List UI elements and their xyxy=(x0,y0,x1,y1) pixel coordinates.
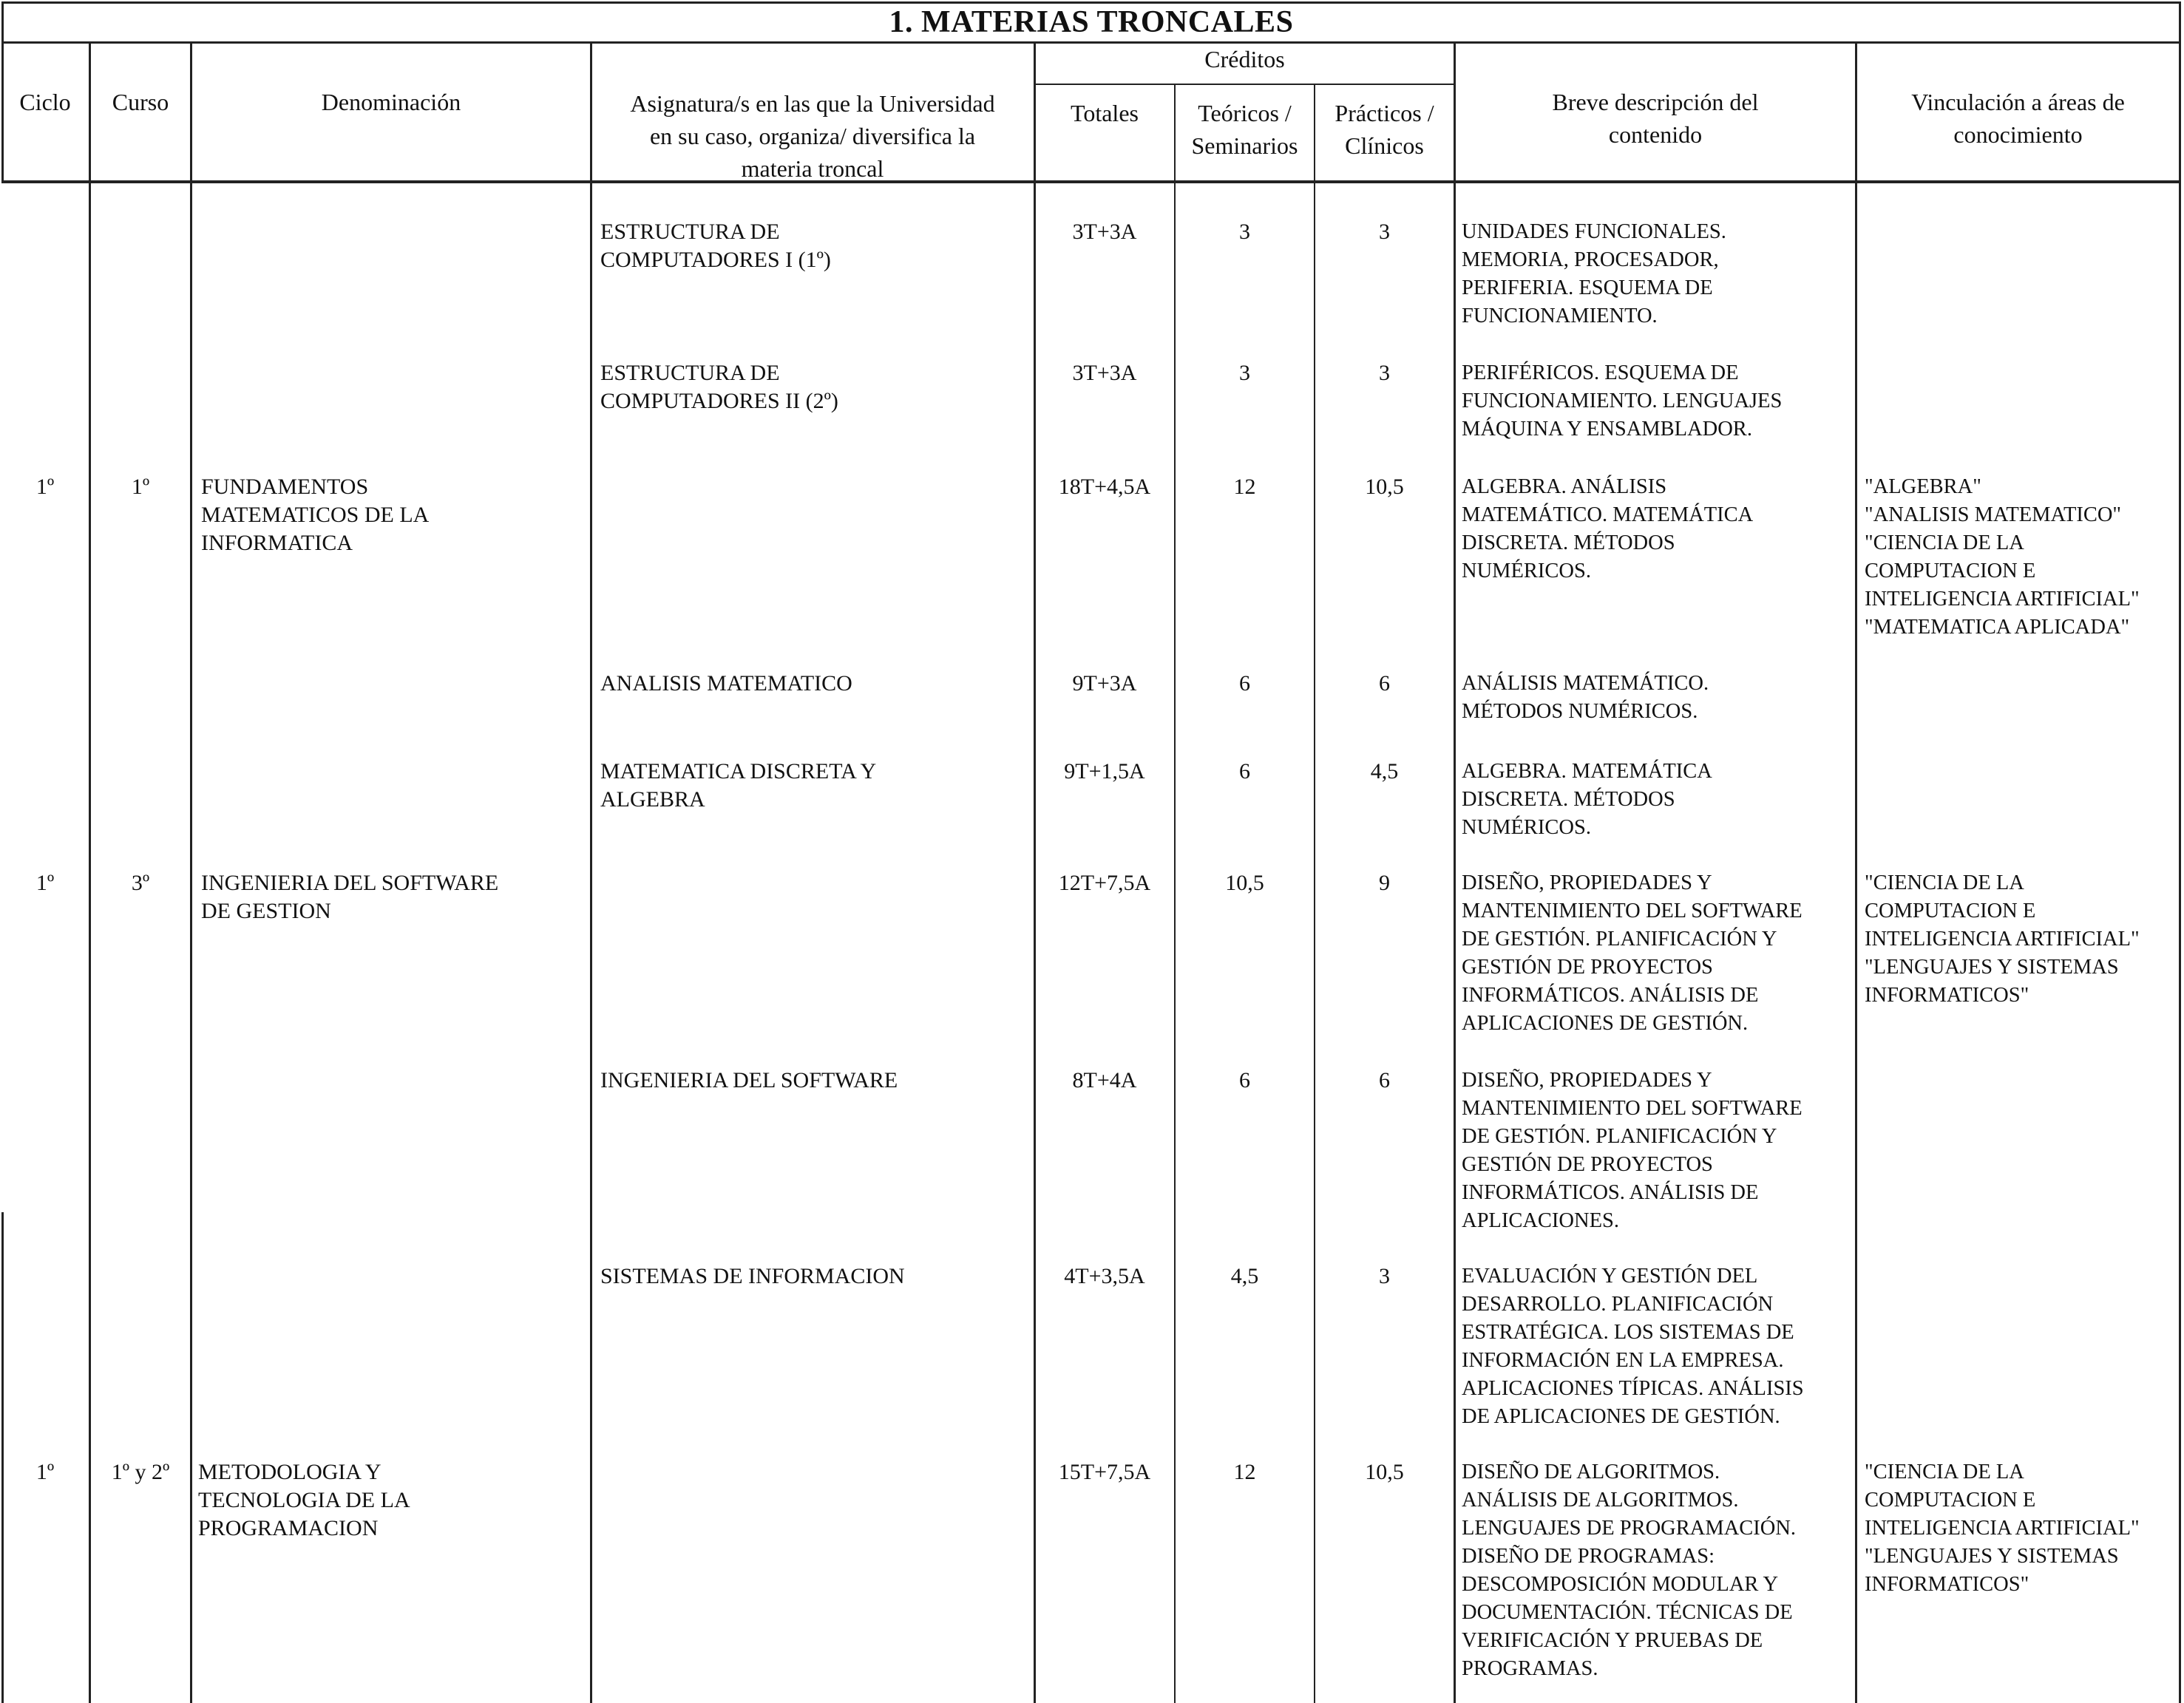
totales-cell: 3T+3A xyxy=(1072,361,1137,385)
teoricos-cell: 4,5 xyxy=(1230,1264,1259,1288)
teoricos-cell: 12 xyxy=(1233,1460,1256,1484)
ciclo-cell: 1º xyxy=(35,475,55,499)
practicos-cell: 6 xyxy=(1379,1068,1390,1092)
ciclo-cell: 1º xyxy=(35,1460,55,1484)
header-curso: Curso xyxy=(112,89,169,115)
teoricos-cell: 6 xyxy=(1239,1068,1250,1092)
totales-cell: 15T+7,5A xyxy=(1058,1460,1151,1484)
asignatura-cell: ESTRUCTURA DE COMPUTADORES II (2º) xyxy=(600,361,838,413)
totales-cell: 9T+1,5A xyxy=(1064,759,1145,783)
totales-cell: 18T+4,5A xyxy=(1058,475,1151,499)
vinculacion-cell: "ALGEBRA" "ANALISIS MATEMATICO" "CIENCIA DE LA COMPUTACION E INTELIGENCIA ARTIFICIAL" "MATEMATICA APLICADA" xyxy=(1865,475,2140,639)
totales-cell: 3T+3A xyxy=(1072,220,1137,244)
asignatura-cell: ESTRUCTURA DE COMPUTADORES I (1º) xyxy=(600,220,831,272)
descripcion-cell: ALGEBRA. ANÁLISIS MATEMÁTICO. MATEMÁTICA DISCRETA. MÉTODOS NUMÉRICOS. xyxy=(1462,475,1754,582)
header-creditos: Créditos xyxy=(1204,46,1285,72)
descripcion-cell: EVALUACIÓN Y GESTIÓN DEL DESARROLLO. PLANIFICACIÓN ESTRATÉGICA. LOS SISTEMAS DE INFORMACIÓN EN LA EMPRESA. APLICACIONES TÍPICAS. ANÁLISIS DE APLICACIONES DE GESTIÓN. xyxy=(1462,1265,1804,1428)
descripcion-cell: ALGEBRA. MATEMÁTICA DISCRETA. MÉTODOS NUMÉRICOS. xyxy=(1462,760,1712,839)
descripcion-cell: DISEÑO, PROPIEDADES Y MANTENIMIENTO DEL SOFTWARE DE GESTIÓN. PLANIFICACIÓN Y GESTIÓN DE PROYECTOS INFORMÁTICOS. ANÁLISIS DE APLICACIONES. xyxy=(1462,1069,1803,1232)
table-border-left-body xyxy=(1,1212,4,1703)
col-divider-denominacion xyxy=(590,41,592,1703)
page-title: 1. MATERIAS TRONCALES xyxy=(889,5,1294,39)
descripcion-cell: DISEÑO, PROPIEDADES Y MANTENIMIENTO DEL SOFTWARE DE GESTIÓN. PLANIFICACIÓN Y GESTIÓN DE PROYECTOS INFORMÁTICOS. ANÁLISIS DE APLICACIONES DE GESTIÓN. xyxy=(1462,871,1803,1035)
table-border-right xyxy=(2179,1,2181,1703)
header-teoricos: Teóricos / Seminarios xyxy=(1191,100,1298,159)
asignatura-cell: SISTEMAS DE INFORMACION xyxy=(600,1264,905,1288)
descripcion-cell: UNIDADES FUNCIONALES. MEMORIA, PROCESADOR, PERIFERIA. ESQUEMA DE FUNCIONAMIENTO. xyxy=(1462,220,1726,327)
teoricos-cell: 6 xyxy=(1239,671,1250,696)
col-divider-descripcion xyxy=(1855,41,1857,1703)
header-practicos: Prácticos / Clínicos xyxy=(1335,100,1434,159)
header-bottom-line xyxy=(1,180,2181,183)
practicos-cell: 10,5 xyxy=(1365,475,1404,499)
descripcion-cell: ANÁLISIS MATEMÁTICO. MÉTODOS NUMÉRICOS. xyxy=(1462,672,1709,723)
totales-cell: 8T+4A xyxy=(1072,1068,1137,1092)
header-descripcion: Breve descripción del contenido xyxy=(1552,89,1759,148)
col-divider-practicos xyxy=(1454,41,1456,1703)
teoricos-cell: 12 xyxy=(1233,475,1256,499)
curso-cell: 1º y 2º xyxy=(111,1460,170,1484)
descripcion-cell: DISEÑO DE ALGORITMOS. ANÁLISIS DE ALGORITMOS. LENGUAJES DE PROGRAMACIÓN. DISEÑO DE PROGRAMAS: DESCOMPOSICIÓN MODULAR Y DOCUMENTACIÓN. TÉCNICAS DE VERIFICACIÓN Y PRUEBAS DE PROGRAMAS. xyxy=(1462,1461,1797,1680)
asignatura-cell: INGENIERIA DEL SOFTWARE xyxy=(600,1068,898,1092)
practicos-cell: 9 xyxy=(1379,871,1390,895)
header-vinculacion: Vinculación a áreas de conocimiento xyxy=(1911,89,2125,148)
creditos-separator xyxy=(1034,84,1455,85)
header-asignaturas: Asignatura/s en las que la Universidad en su caso, organiza/ diversifica la materia troncal xyxy=(630,90,995,182)
header-ciclo: Ciclo xyxy=(19,89,71,115)
practicos-cell: 3 xyxy=(1379,1264,1390,1288)
teoricos-cell: 6 xyxy=(1239,759,1250,783)
practicos-cell: 4,5 xyxy=(1370,759,1399,783)
practicos-cell: 3 xyxy=(1379,220,1390,244)
vinculacion-cell: "CIENCIA DE LA COMPUTACION E INTELIGENCIA ARTIFICIAL" "LENGUAJES Y SISTEMAS INFORMATICOS" xyxy=(1865,871,2140,1007)
denominacion-cell: INGENIERIA DEL SOFTWARE DE GESTION xyxy=(201,871,499,923)
teoricos-cell: 10,5 xyxy=(1225,871,1264,895)
practicos-cell: 10,5 xyxy=(1365,1460,1404,1484)
header-totales: Totales xyxy=(1071,100,1139,126)
vinculacion-cell: "CIENCIA DE LA COMPUTACION E INTELIGENCIA ARTIFICIAL" "LENGUAJES Y SISTEMAS INFORMATICOS" xyxy=(1865,1461,2140,1596)
practicos-cell: 6 xyxy=(1379,671,1390,696)
curso-cell: 3º xyxy=(131,871,150,895)
totales-cell: 9T+3A xyxy=(1072,671,1137,696)
header-denominacion: Denominación xyxy=(321,89,461,115)
curso-cell: 1º xyxy=(131,475,150,499)
descripcion-cell: PERIFÉRICOS. ESQUEMA DE FUNCIONAMIENTO. LENGUAJES MÁQUINA Y ENSAMBLADOR. xyxy=(1462,361,1783,441)
totales-cell: 4T+3,5A xyxy=(1064,1264,1145,1288)
asignatura-cell: ANALISIS MATEMATICO xyxy=(600,671,852,696)
denominacion-cell: METODOLOGIA Y TECNOLOGIA DE LA PROGRAMACION xyxy=(198,1460,410,1540)
practicos-cell: 3 xyxy=(1379,361,1390,385)
denominacion-cell: FUNDAMENTOS MATEMATICOS DE LA INFORMATICA xyxy=(201,475,430,555)
asignatura-cell: MATEMATICA DISCRETA Y ALGEBRA xyxy=(600,759,877,812)
totales-cell: 12T+7,5A xyxy=(1058,871,1151,895)
teoricos-cell: 3 xyxy=(1239,361,1250,385)
teoricos-cell: 3 xyxy=(1239,220,1250,244)
ciclo-cell: 1º xyxy=(35,871,55,895)
